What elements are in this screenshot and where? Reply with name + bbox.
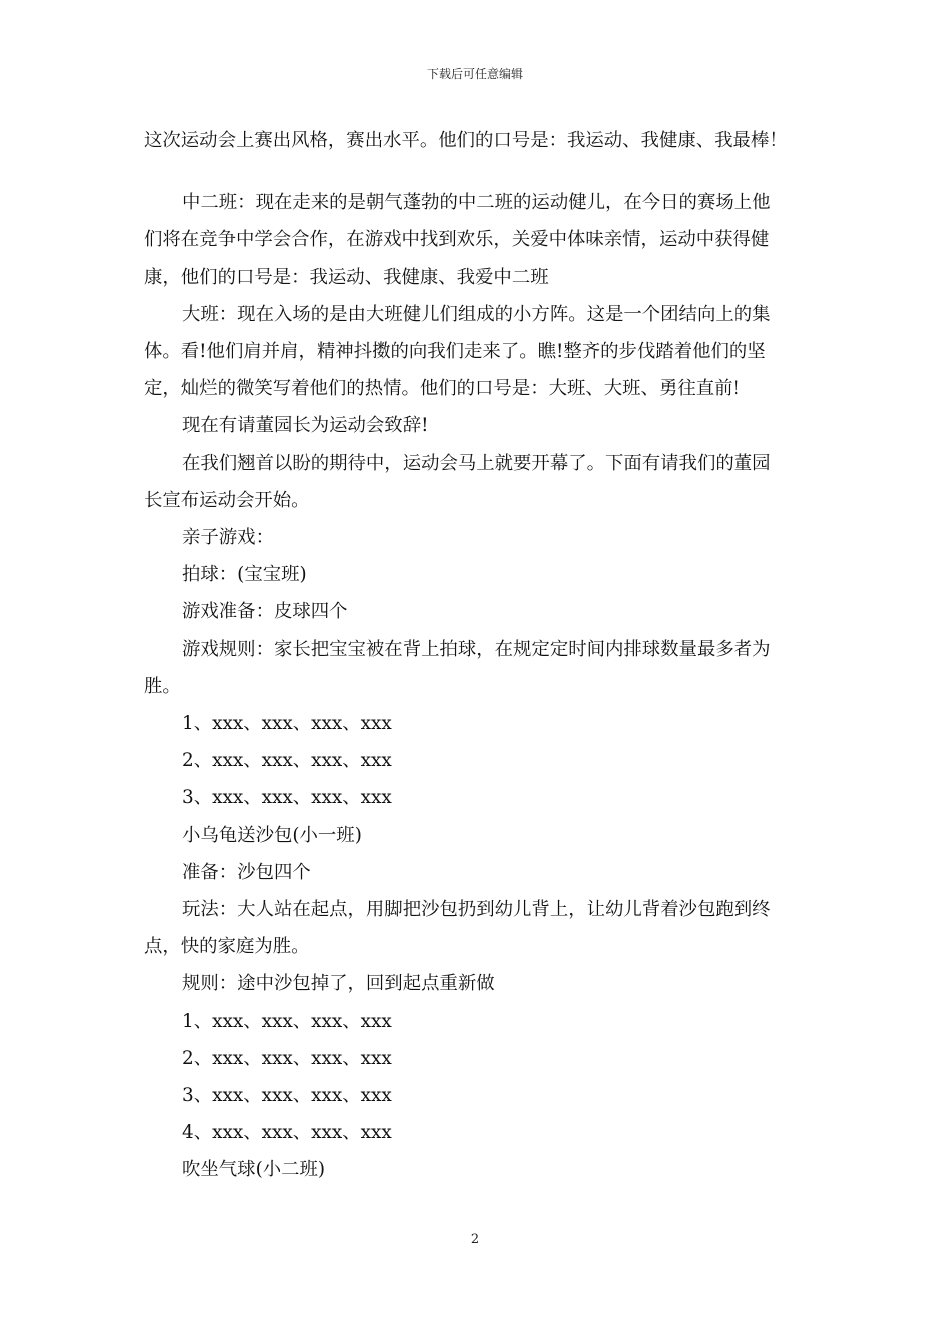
paragraph: 亲子游戏：	[182, 527, 274, 549]
paragraph: 小乌龟送沙包(小一班)	[182, 824, 362, 846]
paragraph: 定，灿烂的微笑写着他们的热情。他们的口号是：大班、大班、勇往直前!	[144, 378, 740, 400]
paragraph: 胜。	[144, 675, 181, 697]
paragraph: 在我们翘首以盼的期待中，运动会马上就要开幕了。下面有请我们的董园	[182, 452, 771, 474]
paragraph: 拍球：(宝宝班)	[182, 564, 307, 586]
paragraph: 们将在竞争中学会合作，在游戏中找到欢乐，关爱中体味亲情，运动中获得健	[144, 229, 770, 251]
paragraph: 准备：沙包四个	[182, 861, 311, 883]
paragraph: 体。看!他们肩并肩，精神抖擞的向我们走来了。瞧!整齐的步伐踏着他们的坚	[144, 341, 766, 363]
paragraph: 点，快的家庭为胜。	[144, 936, 310, 958]
list-item: 2、xxx、xxx、xxx、xxx	[182, 1047, 392, 1069]
paragraph: 玩法：大人站在起点，用脚把沙包扔到幼儿背上，让幼儿背着沙包跑到终	[182, 899, 771, 921]
page-header: 下载后可任意编辑	[426, 67, 523, 81]
paragraph: 现在有请董园长为运动会致辞!	[182, 415, 429, 437]
paragraph: 这次运动会上赛出风格，赛出水平。他们的口号是：我运动、我健康、我最棒！	[144, 130, 788, 151]
list-item: 1、xxx、xxx、xxx、xxx	[182, 1010, 392, 1032]
blank-line	[144, 159, 812, 184]
paragraph: 大班：现在入场的是由大班健儿们组成的小方阵。这是一个团结向上的集	[182, 303, 771, 325]
paragraph: 中二班：现在走来的是朝气蓬勃的中二班的运动健儿，在今日的赛场上他	[182, 192, 771, 214]
paragraph: 吹坐气球(小二班)	[182, 1159, 326, 1181]
paragraph: 游戏准备：皮球四个	[182, 601, 348, 623]
list-item: 4、xxx、xxx、xxx、xxx	[182, 1122, 392, 1144]
paragraph: 康，他们的口号是：我运动、我健康、我爱中二班	[144, 266, 549, 288]
page-number: 2	[470, 1232, 480, 1247]
document-body	[144, 122, 812, 1189]
list-item: 3、xxx、xxx、xxx、xxx	[182, 787, 392, 809]
paragraph: 规则：途中沙包掉了，回到起点重新做	[182, 973, 495, 995]
paragraph: 游戏规则：家长把宝宝被在背上拍球，在规定定时间内排球数量最多者为	[182, 638, 771, 660]
list-item: 3、xxx、xxx、xxx、xxx	[182, 1085, 392, 1107]
list-item: 1、xxx、xxx、xxx、xxx	[182, 713, 392, 735]
paragraph: 长宣布运动会开始。	[144, 489, 310, 511]
list-item: 2、xxx、xxx、xxx、xxx	[182, 750, 392, 772]
